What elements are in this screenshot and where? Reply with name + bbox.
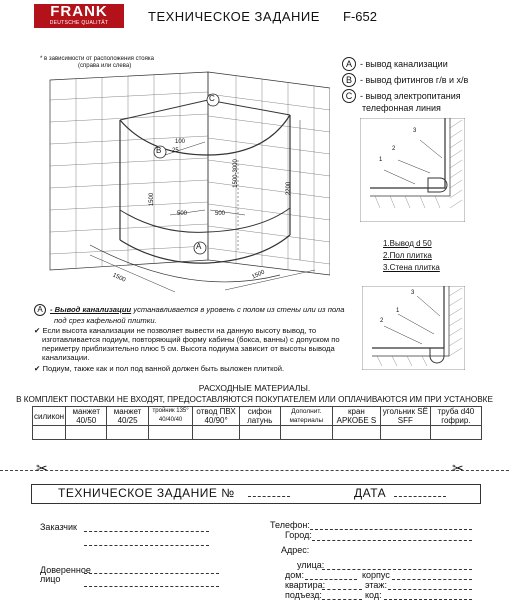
customer-field-1[interactable]: [84, 531, 209, 532]
detail-bottom-label-2: 2: [380, 318, 384, 324]
legend-item-c-cont: телефонная линия: [362, 103, 441, 113]
materials-table: [32, 406, 482, 440]
dim-side: 1500: [149, 192, 156, 207]
scissors-icon-right: ✂: [452, 460, 464, 476]
form-number-field[interactable]: [248, 496, 290, 497]
customer-field-2[interactable]: [84, 545, 209, 546]
detail-legend: 1.Вывод d 50 2.Пол плитка 3.Стена плитка: [383, 239, 440, 272]
riser-note-line1: * в зависимости от расположения стояка: [40, 56, 154, 62]
apartment-label: квартира:: [285, 580, 326, 590]
dim-w2: 1500: [251, 269, 266, 281]
apartment-field[interactable]: [322, 589, 362, 590]
proxy-field-1[interactable]: [84, 573, 219, 574]
building-field[interactable]: [392, 579, 472, 580]
proxy-label: Доверенное лицо: [40, 565, 91, 584]
phone-label: Телефон:: [270, 520, 310, 530]
dim-d1: 500: [177, 211, 188, 217]
marker-b-label: B: [156, 146, 162, 155]
mat-col-9: труба d40 гофрир.: [430, 407, 481, 426]
marker-c-label: C: [209, 94, 215, 103]
materials-entry-row: [33, 426, 482, 440]
address-label: Адрес:: [281, 545, 310, 555]
floor-label: этаж:: [365, 580, 387, 590]
legend-item-b: B - вывод фитингов г/в и х/в: [342, 73, 507, 87]
legend-item-a: A - вывод канализации: [342, 57, 507, 71]
detail-bottom-drawing: [362, 286, 465, 370]
mat-col-3: тройник 135° 40/40/40: [148, 407, 193, 426]
house-label: дом:: [285, 570, 304, 580]
dim-d2: 500: [215, 211, 226, 217]
dim-h2: 2200: [286, 181, 293, 196]
dim-w1: 1500: [111, 272, 127, 284]
legend-item-c: C - вывод электропитания: [342, 89, 507, 103]
phone-field[interactable]: [310, 529, 472, 530]
note-a: A - Вывод канализации устанавливается в уровень с полом из стены или из пола под срез кафельной плитки.: [34, 304, 364, 325]
scissors-icon-left: ✂: [36, 460, 48, 476]
note-bullet-1: ✔ Если высота канализации не позволяет вывести на данную высоту вывод, то изготавливается подиум, повторяющий форму кабины (бокса, ванны) с допуском по периметру приблизительно плюс 5 см. Высота подиума зависит от высоты вывода канализации.: [34, 326, 340, 362]
city-field[interactable]: [312, 540, 472, 541]
detail-top-label-3: 3: [413, 128, 417, 134]
customer-label: Заказчик: [40, 522, 77, 532]
mat-col-5: сифон латунь: [239, 407, 280, 426]
dim-h1: 1500-3000: [232, 159, 239, 188]
dim-line-right: [225, 270, 315, 290]
materials-header-row: [33, 407, 482, 426]
model-number: F-652: [343, 9, 377, 24]
materials-title: РАСХОДНЫЕ МАТЕРИАЛЫ.: [198, 383, 311, 393]
city-label: Город:: [285, 530, 312, 540]
mat-col-1: манжет 40/50: [66, 407, 107, 426]
riser-note-line2: (справа или слева): [78, 63, 132, 69]
code-label: код:: [365, 590, 382, 600]
left-wall: [50, 72, 208, 270]
entrance-label: подъезд:: [285, 590, 322, 600]
mat-col-8: угольник SЁ SFF: [380, 407, 430, 426]
street-label: улица:: [297, 560, 325, 570]
materials-subtitle: В КОМПЛЕКТ ПОСТАВКИ НЕ ВХОДЯТ, ПРЕДОСТАВЛЯЮТСЯ ПОКУПАТЕЛЕМ ИЛИ ОПЛАЧИВАЮТСЯ ИМ ПРИ УСТАНОВКЕ: [16, 395, 493, 404]
form-date-label: ДАТА: [354, 486, 387, 500]
proxy-field-2[interactable]: [84, 586, 219, 587]
dim-b2: 25: [172, 148, 179, 154]
marker-a-label: A: [196, 242, 202, 251]
mat-col-7: кран АРКОБЕ S: [332, 407, 380, 426]
shower-drawing: [30, 60, 330, 310]
mat-col-4: отвод ПВХ 40/90°: [193, 407, 239, 426]
cabin-top-curve: [120, 115, 290, 155]
floor-field[interactable]: [388, 589, 472, 590]
tile-grid: [50, 73, 330, 273]
detail-top-label-2: 2: [392, 146, 396, 152]
form-title: ТЕХНИЧЕСКОЕ ЗАДАНИЕ №: [58, 486, 235, 500]
building-label: корпус: [362, 570, 390, 580]
brand-logo: FRANK DEUTSCHE QUALITÄT: [34, 4, 124, 28]
mat-col-0: силикон: [33, 407, 66, 426]
dim-b1: 100: [175, 139, 186, 145]
mat-col-6: Дополнит. материалы: [280, 407, 332, 426]
notes: [34, 304, 364, 373]
form-date-field[interactable]: [394, 496, 446, 497]
street-field[interactable]: [322, 569, 472, 570]
legend: [342, 57, 507, 114]
mat-col-2: манжет 40/25: [107, 407, 148, 426]
detail-bottom-label-3: 3: [411, 290, 415, 296]
note-bullet-2: ✔ Подиум, также как и пол под ванной должен быть выложен плиткой.: [34, 364, 285, 373]
detail-top-label-1: 1: [379, 157, 383, 163]
detail-bottom-label-1: 1: [396, 308, 400, 314]
cut-line: [0, 470, 509, 471]
page-title: ТЕХНИЧЕСКОЕ ЗАДАНИЕ: [148, 9, 320, 24]
note-a-marker: A: [34, 304, 46, 316]
cabin-tray-top: [120, 208, 290, 232]
